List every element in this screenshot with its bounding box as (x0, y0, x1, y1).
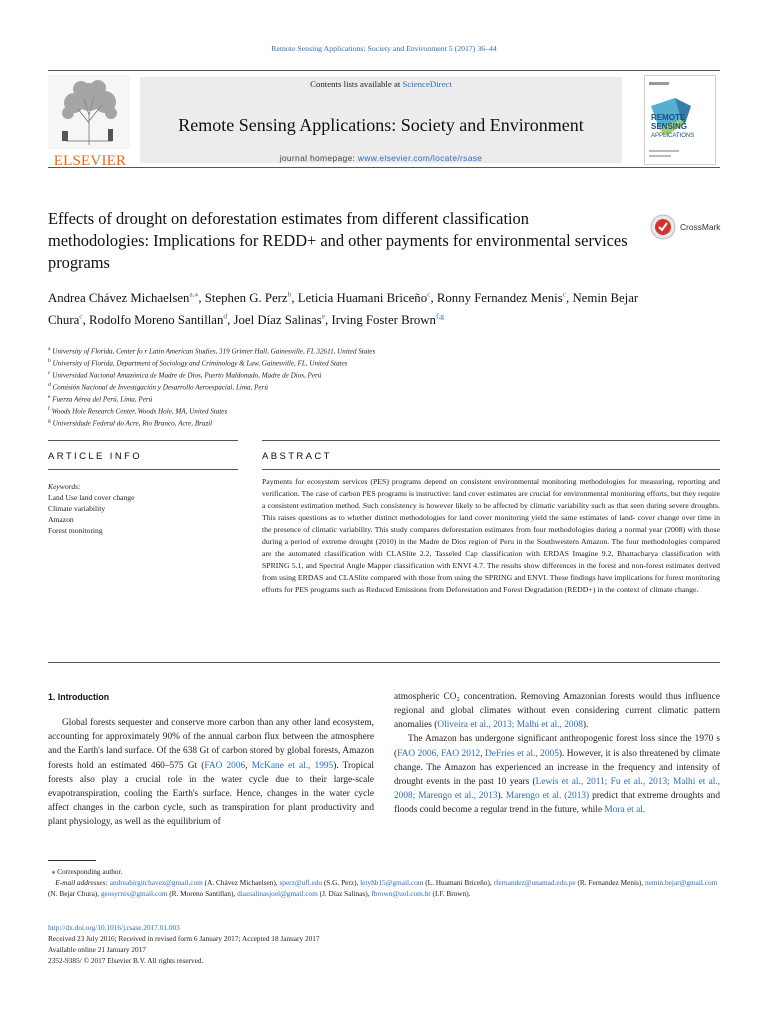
corresponding-author-note (48, 866, 728, 877)
keyword-item: Land Use land cover change (48, 493, 135, 502)
body-text: The Amazon has undergone significant anthropogenic forest loss since the 1970 s ( (394, 734, 720, 759)
svg-text:SENSING: SENSING (651, 122, 688, 131)
author-separator: , (227, 312, 234, 327)
affiliation-text: University of Florida, Department of Sociology and Criminology & Law, Gainesville, FL, United States (52, 359, 348, 368)
citation-link[interactable]: Oliveira et al., 2013; Malhi et al., 2008 (437, 720, 583, 731)
affiliation-item (48, 381, 728, 393)
elsevier-wordmark: ELSEVIER (53, 153, 127, 169)
author[interactable] (437, 291, 573, 305)
author-name[interactable]: Andrea Chávez Michaelsen (48, 291, 190, 306)
affiliation-text: Universidade Federal do Acre, Rio Branco, Acre, Brazil (52, 419, 213, 428)
author-affil-marker[interactable]: f,g (435, 311, 445, 321)
keyword-item: Amazon (48, 515, 74, 524)
keyword-item: Forest monitoring (48, 526, 103, 535)
received-dates: Received 23 July 2016; Received in revised form 6 January 2017; Accepted 18 January 2017 (48, 934, 320, 943)
author-name[interactable]: Stephen G. Perz (204, 291, 288, 306)
author-name[interactable]: Leticia Huamani Briceño (297, 291, 428, 306)
journal-cover-icon (645, 76, 715, 164)
sciencedirect-link[interactable]: ScienceDirect (402, 79, 452, 89)
affiliation-item (48, 417, 728, 429)
affiliation-marker: c (48, 370, 51, 377)
body-text: ). Tropical forests also play a crucial role in the water cycle due to their large-scale evapotranspiration, cooling the Earth's surface. Hence, changes in the water cycle affect changes in the carbon cycle, such as transpiration for plant productivity and plant physiology, as well as the equilibrium of (48, 760, 375, 828)
email-link[interactable]: andreabirgitchavez@gmail.com (109, 878, 203, 887)
citation-link[interactable]: McKane et al., 1995 (251, 760, 334, 771)
author-affil-marker[interactable]: a,⁎ (189, 290, 199, 299)
body-paragraph (48, 716, 374, 829)
author-name[interactable]: Rodolfo Moreno Santillan (89, 312, 224, 327)
abstract-bottom-rule (48, 662, 720, 663)
section-heading-introduction: 1. Introduction (48, 692, 110, 702)
abstract-top-rule (262, 440, 720, 441)
email-link[interactable]: diazsalinasjoel@gmail.com (237, 889, 318, 898)
author-list (48, 286, 648, 329)
journal-homepage (140, 153, 622, 163)
affiliation-marker: g (48, 418, 51, 425)
abstract-heading: ABSTRACT (262, 451, 332, 462)
author[interactable] (331, 313, 444, 327)
corresponding-marker: ⁎ (51, 867, 56, 876)
author-name[interactable]: Ronny Fernandez Menis (436, 291, 563, 306)
email-owner: (J. Díaz Salinas), (317, 889, 372, 898)
author[interactable] (48, 291, 205, 305)
affiliation-list (48, 345, 728, 429)
keyword-item: Climate variability (48, 504, 106, 513)
svg-text:REMOTE: REMOTE (651, 113, 686, 122)
email-owner: (R. Moreno Santillan), (167, 889, 238, 898)
body-text: ). (497, 791, 506, 802)
affiliation-item (48, 357, 728, 369)
journal-title: Remote Sensing Applications: Society and Environment (178, 115, 584, 135)
crossmark-icon (650, 212, 676, 244)
corresponding-label: Corresponding author. (57, 867, 123, 876)
body-text: , (480, 748, 486, 759)
author-name[interactable]: Irving Foster Brown (331, 312, 436, 327)
article-info-top-rule (48, 440, 238, 441)
author-affil-marker[interactable]: e (321, 311, 326, 321)
email-owner: (N. Bejar Chura), (48, 889, 101, 898)
affiliation-text: Woods Hole Research Center, Woods Hole, MA, United States (51, 407, 228, 416)
author[interactable] (205, 291, 298, 305)
homepage-link[interactable]: www.elsevier.com/locate/rsase (357, 153, 483, 163)
article-title: Effects of drought on deforestation estimates from different classification methodologies: Implications for REDD+ and other payments for environmental services programs (48, 209, 628, 272)
body-paragraph (394, 732, 720, 817)
email-owner: (R. Fernandez Menis), (575, 878, 645, 887)
author[interactable] (234, 313, 332, 327)
author-separator: , (198, 291, 205, 306)
email-link[interactable]: nemin.bejar@gmail.com (644, 878, 718, 887)
affiliation-text: Comisión Nacional de Investigación y Desarrollo Aeroespacial, Lima, Perú (52, 383, 268, 392)
article-info-mid-rule (48, 469, 238, 470)
author[interactable] (298, 291, 437, 305)
affiliation-marker: a (48, 346, 51, 352)
body-text: Global forests sequester and conserve more carbon than any other land ecosystem, accounting for approximately 90% of the annual carbon flux between the atmosphere and the Earth's land surface. Of the 638 Gt of carbon stored by global forests, Amazon forests hold an estimated 460–575 Gt ( (48, 718, 374, 771)
email-addresses (48, 877, 728, 899)
email-owner: (S.G. Perz), (322, 878, 361, 887)
doi-link[interactable]: http://dx.doi.org/10.1016/j.rsase.2017.01.003 (48, 923, 180, 932)
affiliation-item (48, 393, 728, 405)
body-text: predict that extreme droughts and floods could become a regular trend in the future, while (394, 791, 720, 816)
affiliation-item (48, 345, 728, 357)
affiliation-item (48, 405, 728, 417)
keywords-label: Keywords: (48, 482, 81, 491)
article-info-heading: ARTICLE INFO (48, 451, 143, 462)
email-link[interactable]: sperz@ufl.edu (279, 878, 323, 887)
body-left-column (48, 690, 374, 829)
email-owner: (I.F. Brown). (430, 889, 471, 898)
body-paragraph (394, 690, 720, 732)
citation-link[interactable]: Mora et al. (604, 805, 646, 816)
citation-link[interactable]: Marengo et al. (2013) (505, 791, 590, 802)
body-text: , (245, 760, 252, 771)
journal-cover-image (644, 75, 716, 165)
copyright-notice: 2352-9385/ © 2017 Elsevier B.V. All rights reserved. (48, 956, 204, 965)
email-link[interactable]: fbrown@uol.com.br (371, 889, 431, 898)
journal-banner (140, 77, 622, 163)
affiliation-marker: d (48, 382, 51, 389)
journal-citation[interactable]: Remote Sensing Applications: Society and Environment 5 (2017) 36–44 (271, 44, 497, 53)
keywords-block (48, 481, 238, 536)
email-label: E-mail addresses: (55, 878, 108, 887)
publication-info (48, 922, 448, 966)
svg-text:APPLICATIONS: APPLICATIONS (651, 133, 695, 139)
author-name[interactable]: Joel Díaz Salinas (233, 312, 322, 327)
elsevier-tree-logo (48, 75, 130, 169)
body-text: atmospheric CO₂ concentration. Removing Amazonian forests would thus influence regional and global climates without even considering current climatic pattern anomalies ( (394, 692, 720, 731)
homepage-prefix: journal homepage: (279, 153, 358, 163)
author-name[interactable]: Nemin Bejar Chura (48, 291, 639, 327)
author-affil-marker[interactable]: c (79, 311, 83, 321)
author-separator: , (566, 291, 573, 306)
affiliation-text: University of Florida, Center fo r Latin American Studies, 319 Grinter Hall, Gainesville, FL 32611, United States (52, 347, 376, 356)
contents-prefix: Contents lists available at (310, 79, 403, 89)
footnote-block (48, 866, 728, 899)
author-affil-marker[interactable]: c (562, 290, 567, 299)
author-affil-marker[interactable]: d (223, 311, 228, 321)
author-separator: , (430, 291, 437, 306)
footnote-rule (48, 860, 96, 861)
email-owner: (L. Huamani Briceño), (423, 878, 494, 887)
author-affil-marker[interactable]: c (427, 290, 431, 299)
email-link[interactable]: rfernandez@unamad.edu.pe (493, 878, 576, 887)
abstract-text: Payments for ecosystem services (PES) programs depend on consistent environmental monitoring methodologies for measuring, reporting and verification. The case of carbon PES programs is instructive: land cover estimates are crucial for environmental monitoring efforts, but they require a consistent estimation method. Such consistency is however likely to be affected by climatic variability such as that seen during severe droughts. This raises questions as to whether distinct methodologies for land cover monitoring yield the same estimates of land- cover change over time in the presence of climatic variability. This study compares deforestation estimates from four methodologies during a normal year (2008) with those during a period of extreme drought (2010) in the Madre de Dios region of Peru in the Southwestern Amazon. The four methodologies compared are the automated classification with CLASlite 2.2, Tasseled Cap classification with ERDAS Imagine 9.2, Bhattacharya classification with SPRING 5.1, and Spectral Angle Mapper classification with ENVI 4.7. The results show differences in the forest and non-forest estimates derived from using ERDAS and CLASlite compared with those from using the SPRING and ENVI. These findings have implications for forest monitoring efforts for PES programs such as Reduced Emissions from Deforestation and Forest Degradation (REDD+) in the context of climate change. (262, 477, 720, 595)
crossmark-badge[interactable] (650, 212, 722, 244)
affiliation-marker: e (48, 394, 51, 401)
citation-link[interactable]: FAO 2006 (204, 760, 246, 771)
body-right-column (394, 690, 720, 817)
affiliation-text: Fuerza Aérea del Perú, Lima, Perú (52, 395, 153, 404)
body-text: ). However, it is also threatened by climate change. The Amazon has experienced an increase in the frequency and intensity of drought events in the past 10 years ( (394, 748, 721, 787)
author-affil-marker[interactable]: b (287, 290, 292, 299)
affiliation-marker: b (48, 358, 51, 365)
author-separator: , (291, 291, 298, 306)
affiliation-marker: f (48, 406, 50, 413)
contents-line (140, 79, 622, 89)
citation-link[interactable]: FAO 2006, FAO 2012 (397, 748, 481, 759)
affiliation-text: Universidad Nacional Amazónica de Madre de Dios, Puerto Maldonado, Madre de Dios, Perú (52, 371, 322, 380)
tree-icon (48, 75, 130, 149)
crossmark-label: CrossMark (680, 222, 721, 232)
author-separator: , (82, 312, 90, 327)
affiliation-item (48, 369, 728, 381)
journal-masthead (48, 70, 720, 168)
author[interactable] (89, 313, 234, 327)
email-link[interactable]: geosyrnix@gmail.com (100, 889, 168, 898)
citation-link[interactable]: Lewis et al., 2011; Fu et al., 2013; Malhi et al., 2008; Marengo et al., 2013 (394, 776, 720, 802)
abstract-mid-rule (262, 469, 720, 470)
body-text: ). (582, 720, 589, 731)
available-online: Available online 21 January 2017 (48, 945, 146, 954)
citation-link[interactable]: DeFries et al., 2005 (485, 748, 559, 759)
author-separator: , (325, 312, 332, 327)
email-link[interactable]: letyhb15@gmail.com (360, 878, 424, 887)
email-owner: (A. Chávez Michaelsen), (202, 878, 280, 887)
